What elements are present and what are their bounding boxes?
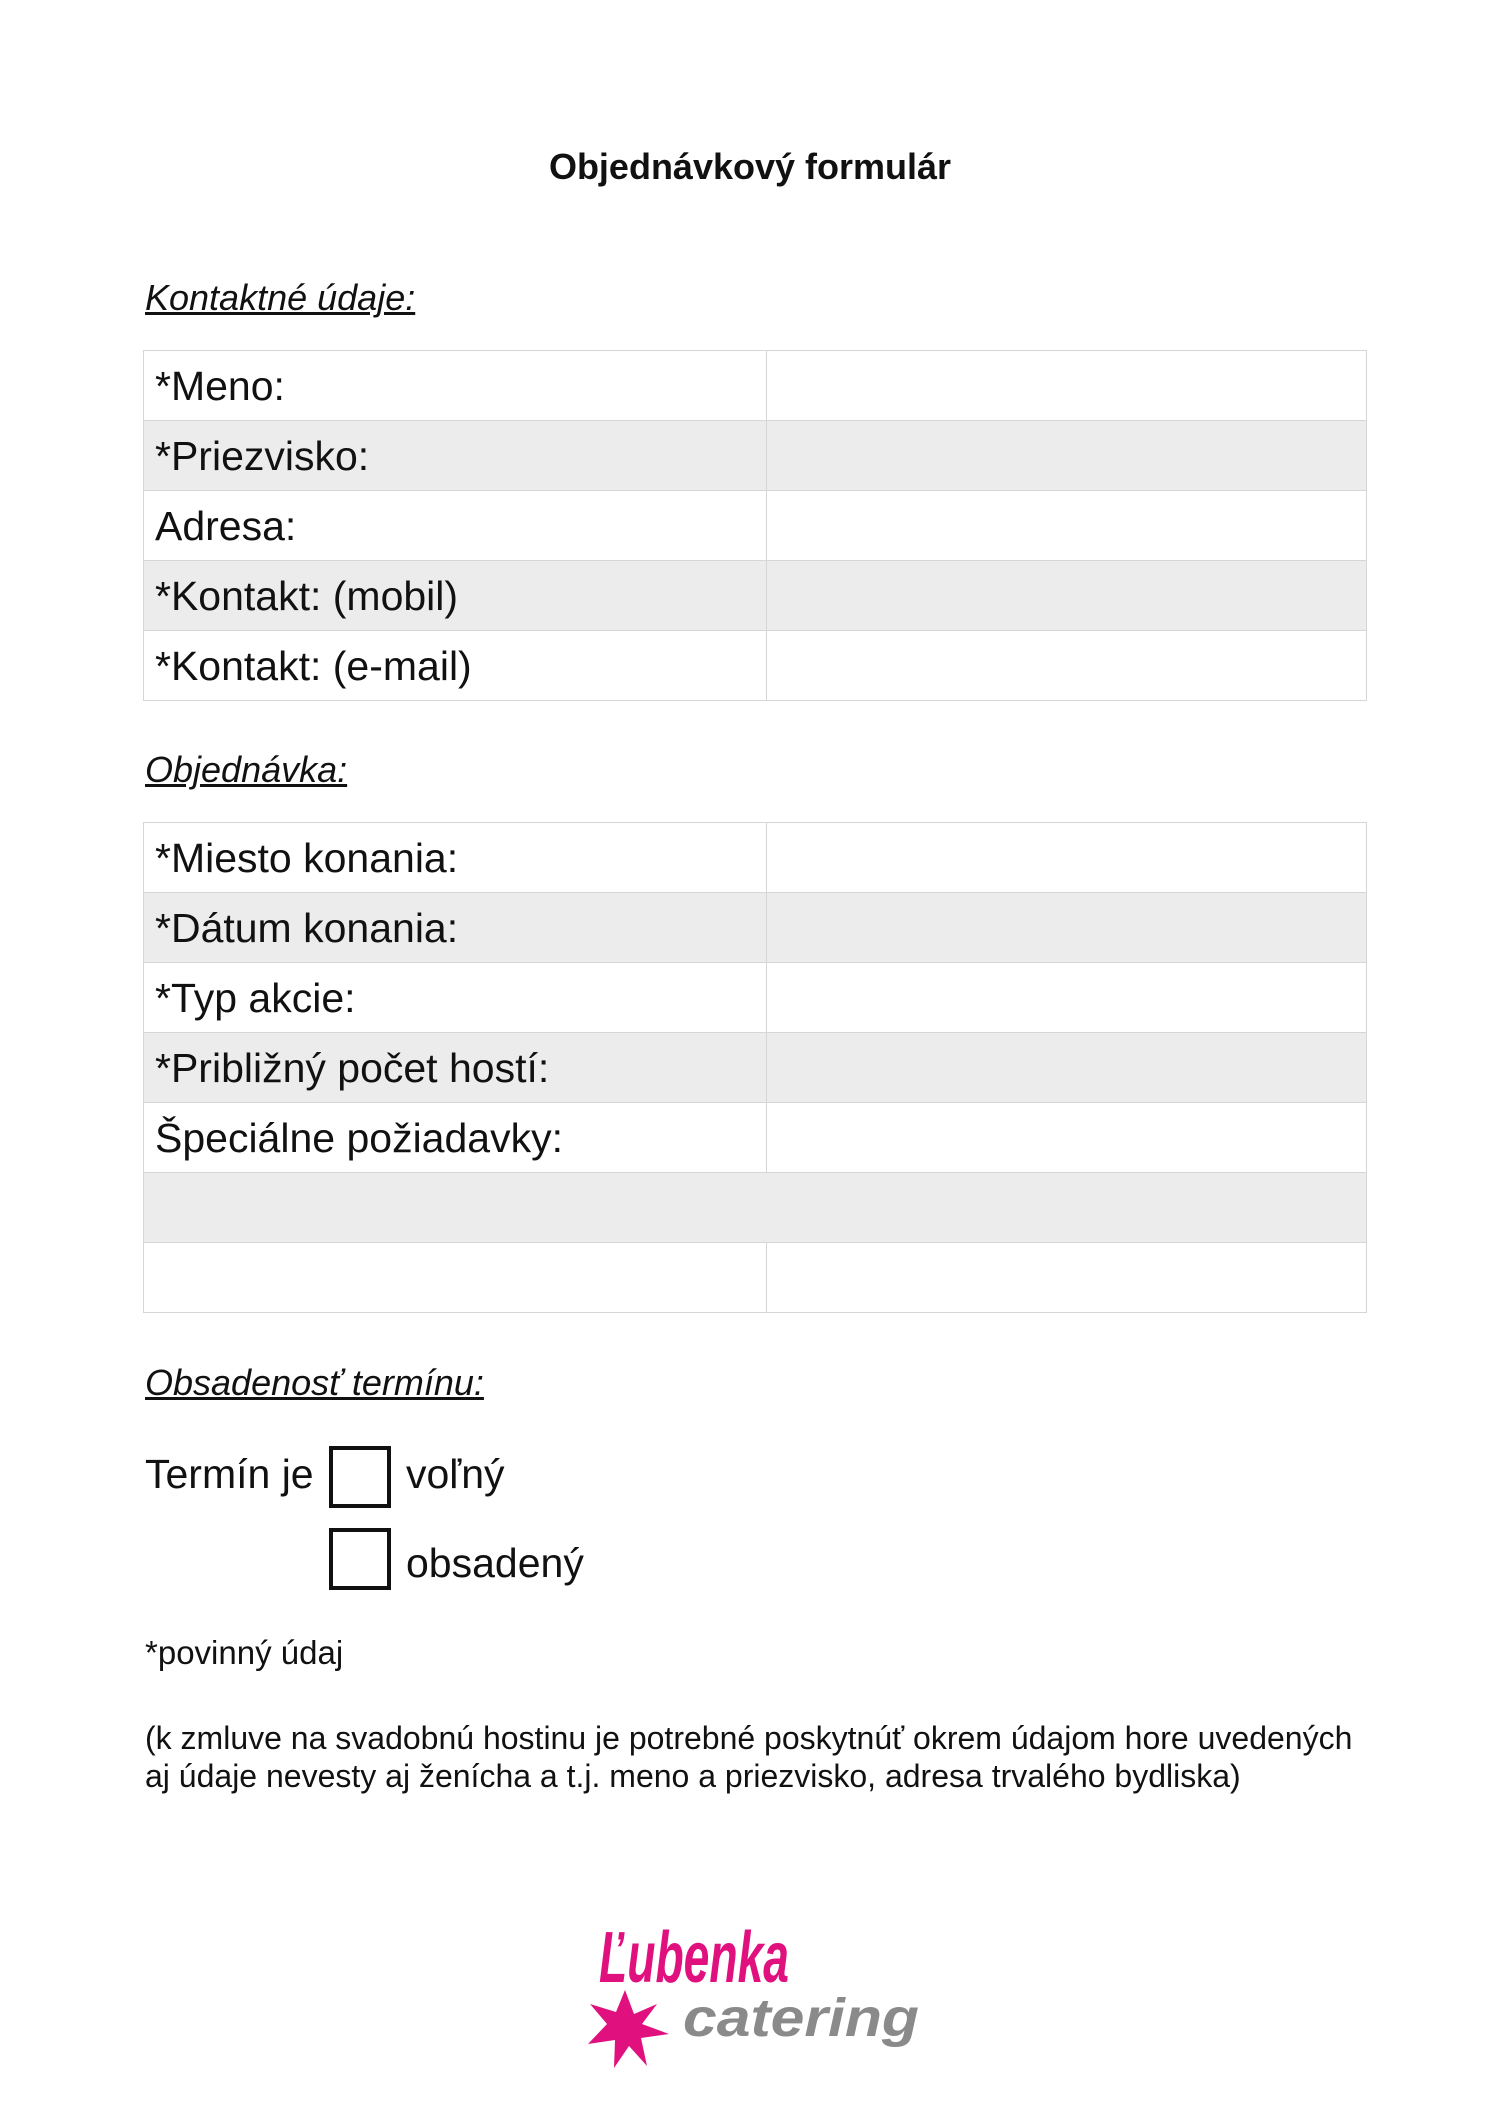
blank-value-cell[interactable]	[767, 1243, 1367, 1313]
venue-label: *Miesto konania:	[144, 823, 767, 893]
available-checkbox[interactable]	[329, 1446, 391, 1508]
event-type-field[interactable]	[767, 963, 1367, 1033]
special-requests-field[interactable]	[767, 1103, 1367, 1173]
required-field-note: *povinný údaj	[145, 1634, 344, 1671]
email-label: *Kontakt: (e-mail)	[144, 631, 767, 701]
order-section-heading: Objednávka:	[145, 749, 348, 790]
table-row	[144, 491, 1367, 561]
table-row	[144, 561, 1367, 631]
table-row	[144, 1173, 1367, 1243]
email-field[interactable]	[767, 631, 1367, 701]
blank-label-cell[interactable]	[144, 1243, 767, 1313]
last-name-label: *Priezvisko:	[144, 421, 767, 491]
order-table	[143, 822, 1367, 1313]
table-row	[144, 421, 1367, 491]
event-type-label: *Typ akcie:	[144, 963, 767, 1033]
table-row	[144, 1103, 1367, 1173]
table-row	[144, 631, 1367, 701]
special-requests-label: Špeciálne požiadavky:	[144, 1103, 767, 1173]
mobile-field[interactable]	[767, 561, 1367, 631]
first-name-field[interactable]	[767, 351, 1367, 421]
contact-section-heading: Kontaktné údaje:	[145, 277, 416, 318]
occupied-option-label[interactable]: obsadený	[406, 1540, 584, 1586]
available-option-label[interactable]: voľný	[406, 1451, 505, 1497]
contract-note: (k zmluve na svadobnú hostinu je potrebné poskytnúť okrem údajom hore uvedených aj údaje nevesty aj ženícha a t.j. meno a priezvisko, adresa trvalého bydliska)	[145, 1720, 1353, 1794]
table-row	[144, 893, 1367, 963]
term-prefix-label: Termín je	[145, 1451, 314, 1497]
page-title: Objednávkový formulár	[548, 146, 952, 187]
contact-table	[143, 350, 1367, 701]
table-row	[144, 1033, 1367, 1103]
mobile-label: *Kontakt: (mobil)	[144, 561, 767, 631]
star-icon	[588, 1990, 669, 2068]
logo-tagline-text: catering	[683, 1988, 920, 2048]
table-row	[144, 823, 1367, 893]
guest-count-field[interactable]	[767, 1033, 1367, 1103]
last-name-field[interactable]	[767, 421, 1367, 491]
logo-brand-text: Ľubenka	[599, 1918, 789, 1998]
address-label: Adresa:	[144, 491, 767, 561]
venue-field[interactable]	[767, 823, 1367, 893]
first-name-label: *Meno:	[144, 351, 767, 421]
table-row	[144, 1243, 1367, 1313]
guest-count-label: *Približný počet hostí:	[144, 1033, 767, 1103]
event-date-field[interactable]	[767, 893, 1367, 963]
lubenka-catering-logo	[585, 1890, 945, 2090]
occupied-checkbox[interactable]	[329, 1528, 391, 1590]
table-row	[144, 351, 1367, 421]
table-row	[144, 963, 1367, 1033]
address-field[interactable]	[767, 491, 1367, 561]
special-requests-extra-field[interactable]	[144, 1173, 1367, 1243]
availability-section-heading: Obsadenosť termínu:	[145, 1362, 484, 1403]
event-date-label: *Dátum konania:	[144, 893, 767, 963]
